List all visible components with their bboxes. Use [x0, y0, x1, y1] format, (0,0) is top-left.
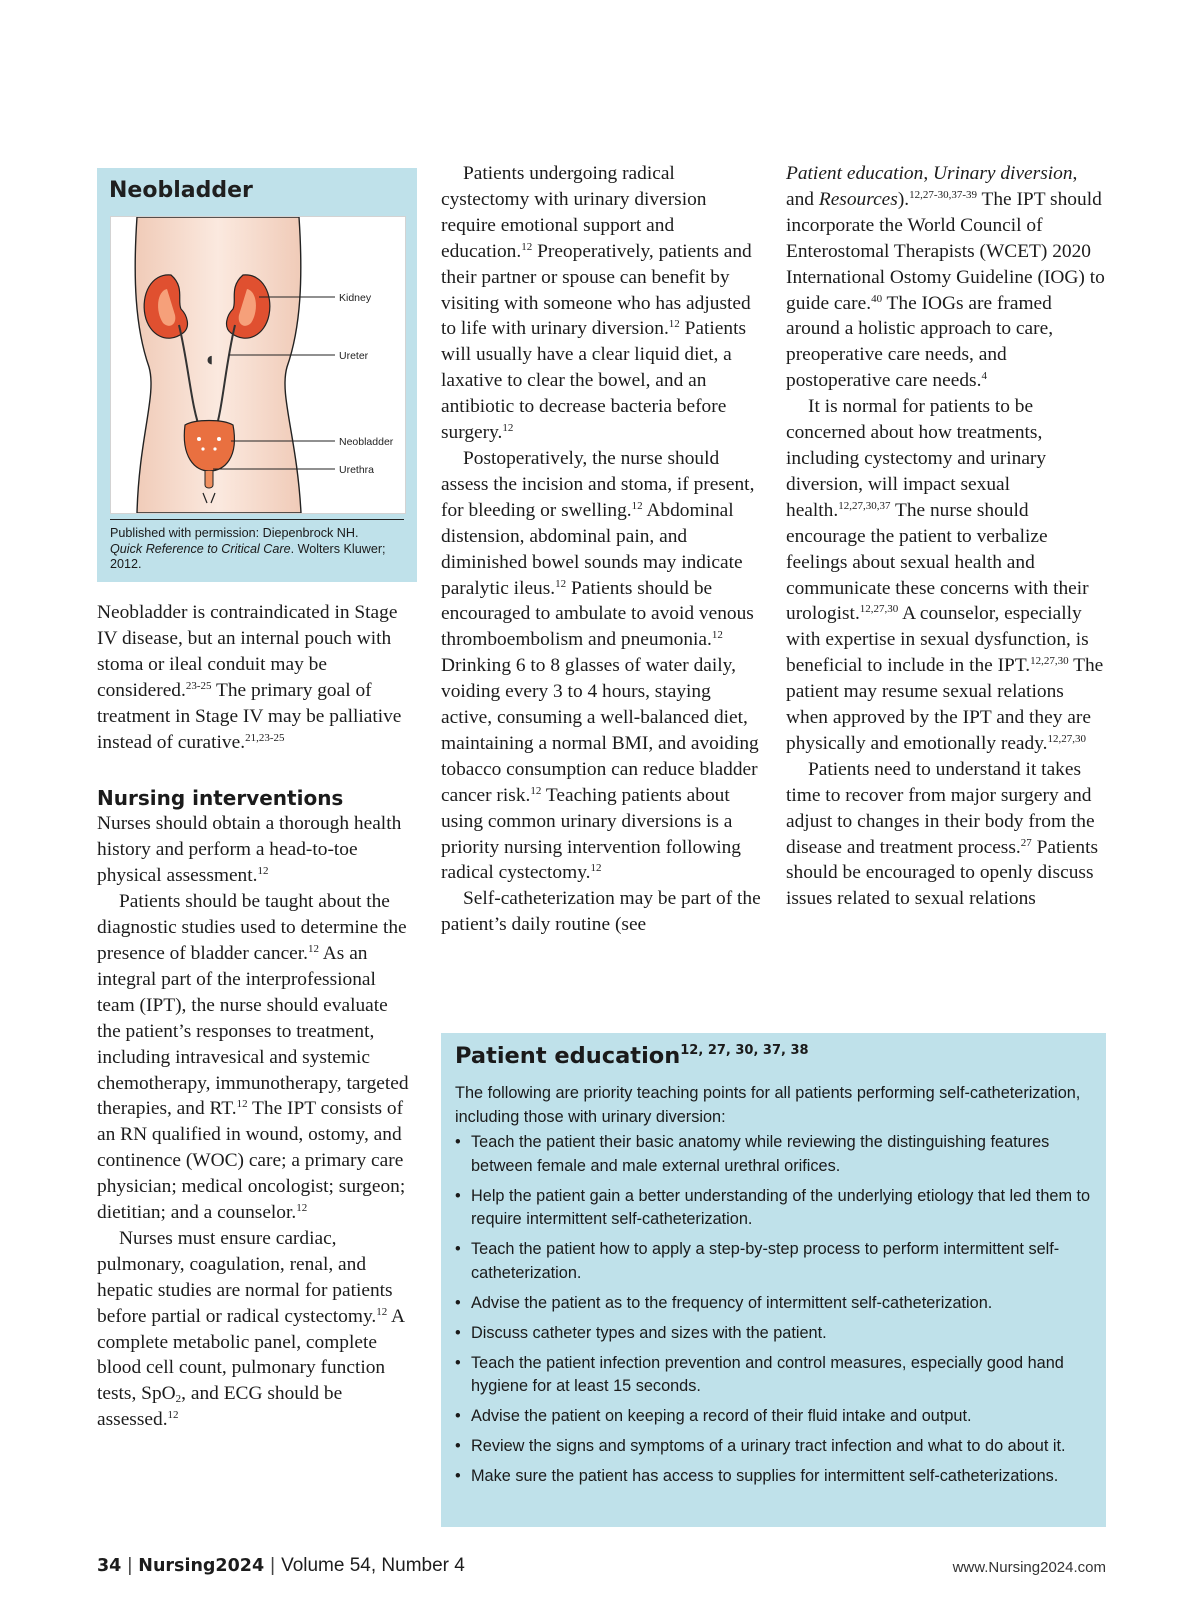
col3-para-1: Patient education, Urinary diversion, and Resources).$^{12,27-30,37-39}$ The IPT should incorporate the World Council of Enterostomal Therapists (WCET) 2020 International Ostomy Guideline (IOG) to guide care.$^{40}$ The IOGs are framed around a holistic approach to care, preoperative care needs, and postoperative care needs.$^4$: [786, 163, 1105, 392]
journal-name: Nursing2024: [138, 1556, 265, 1576]
neobladder-illustration: [110, 216, 406, 514]
anatomy-diagram: [111, 217, 405, 513]
patient-education-box: [441, 1033, 1106, 1527]
page-number: 34: [97, 1556, 122, 1576]
list-item: • Make sure the patient has access to supplies for intermittent self-catheterizations.: [455, 1465, 1100, 1489]
col2-para-1: Patients undergoing radical cystectomy with urinary diversion require emotional support and education.$^{12}$ Preoperatively, patients and their partner or spouse can benefit by visiting with someone who has adjusted to life with urinary diversion.$^{12}$ Patients will usually have a clear liquid diet, a laxative to clear the bowel, and an antibiotic to decrease bacteria before surgery.$^{12}$: [441, 163, 752, 444]
credit-publisher: . Wolters Kluwer; 2012.: [110, 541, 386, 571]
list-item: • Discuss catheter types and sizes with the patient.: [455, 1322, 1100, 1346]
patient-education-title: Patient education$^{12, 27, 30, 37, 38}$: [455, 1043, 809, 1069]
col3-para-3: Patients need to understand it takes time to recover from major surgery and adjust to changes in their body from the disease and treatment process.$^{27}$ Patients should be encouraged to openly discuss issues related to sexual relations: [786, 758, 1099, 910]
footer-folio: 34 | Nursing2024 | Volume 54, Number 4: [97, 1555, 465, 1576]
urethra-shape: [205, 471, 213, 488]
col1-para-4: Nurses must ensure cardiac, pulmonary, coagulation, renal, and hepatic studies are normal for patients before partial or radical cystectomy.$^{12}$ A complete metabolic panel, complete blood cell count, pulmonary function tests, SpO$_2$, and ECG should be assessed.$^{12}$: [97, 1227, 404, 1431]
col2-para-3: Self-catheterization may be part of the patient’s daily routine (see: [441, 888, 761, 936]
column-1: [97, 600, 415, 1433]
col1-para-2: Nurses should obtain a thorough health history and perform a head-to-toe physical assessment.$^{12}$: [97, 813, 402, 887]
col2-para-2: Postoperatively, the nurse should assess the incision and stoma, if present, for bleeding or swelling.$^{12}$ Abdominal distension, abdominal pain, and diminished bowel sounds may indicate paralytic ileus.$^{12}$ Patients should be encouraged to ambulate to avoid venous thromboembolism and pneumonia.$^{12}$ Drinking 6 to 8 glasses of water daily, voiding every 3 to 4 hours, staying active, consuming a well-balanced diet, maintaining a normal BMI, and avoiding tobacco consumption can reduce bladder cancer risk.$^{12}$ Teaching patients about using common urinary diversions is a priority nursing intervention following radical cystectomy.$^{12}$: [441, 447, 759, 884]
label-urethra: Urethra: [339, 464, 375, 476]
column-2: [441, 161, 763, 938]
volume-issue: Volume 54, Number 4: [281, 1555, 465, 1576]
label-kidney: Kidney: [339, 292, 372, 304]
svg-text:◖: ◖: [207, 353, 213, 366]
col1-para-3: Patients should be taught about the diagnostic studies used to determine the presence of bladder cancer.$^{12}$ As an integral part of the interprofessional team (IPT), the nurse should evaluate the patient’s responses to treatment, including intravesical and systemic chemotherapy, immunotherapy, targeted therapies, and RT.$^{12}$ The IPT consists of an RN qualified in wound, ostomy, and continence (WOC) care; a primary care physician; medical oncologist; surgeon; dietitian; and a counselor.$^{12}$: [97, 891, 409, 1224]
credit-divider: [110, 519, 404, 520]
credit-line-1: Published with permission: Diepenbrock NH.: [110, 526, 359, 540]
list-item: • Advise the patient as to the frequency of intermittent self-catheterization.: [455, 1292, 1100, 1316]
col3-para-2: It is normal for patients to be concerned about how treatments, including cystectomy and urinary diversion, will impact sexual health.$^{12,27,30,37}$ The nurse should encourage the patient to verbalize feelings about sexual health and communicate these concerns with their urologist.$^{12,27,30}$ A counselor, especially with expertise in sexual dysfunction, is beneficial to include in the IPT.$^{12,27,30}$ The patient may resume sexual relations when approved by the IPT and they are physically and emotionally ready.$^{12,27,30}$: [786, 396, 1104, 754]
list-item: • Teach the patient their basic anatomy while reviewing the distinguishing features between female and male external urethral orifices.: [455, 1131, 1100, 1178]
figure-title: Neobladder: [109, 178, 253, 203]
column-3: [786, 161, 1108, 912]
list-item: • Advise the patient on keeping a record of their fluid intake and output.: [455, 1405, 1100, 1429]
section-heading-nursing-interventions: Nursing interventions: [97, 786, 344, 811]
list-item: • Teach the patient how to apply a step-by-step process to perform intermittent self-catheterization.: [455, 1238, 1100, 1285]
neobladder-figure-box: [97, 168, 417, 582]
patient-education-list: [455, 1131, 1100, 1495]
figure-credit: [110, 526, 406, 573]
footer-url: www.Nursing2024.com: [952, 1559, 1106, 1576]
list-item: • Teach the patient infection prevention and control measures, especially good hand hygiene for at least 15 seconds.: [455, 1352, 1100, 1399]
credit-book-title: Quick Reference to Critical Care: [110, 541, 291, 556]
label-neobladder: Neobladder: [339, 436, 394, 448]
list-item: • Help the patient gain a better understanding of the underlying etiology that led them to require intermittent self-catheterization.: [455, 1185, 1100, 1232]
patient-education-intro: The following are priority teaching points for all patients performing self-catheterization, including those with urinary diversion:: [455, 1084, 1081, 1126]
label-ureter: Ureter: [339, 350, 369, 362]
col1-para-1: Neobladder is contraindicated in Stage IV disease, but an internal pouch with stoma or ileal conduit may be considered.$^{23-25}$ The primary goal of treatment in Stage IV may be palliative instead of curative.$^{21,23-25}$: [97, 602, 402, 753]
list-item: • Review the signs and symptoms of a urinary tract infection and what to do about it.: [455, 1435, 1100, 1459]
